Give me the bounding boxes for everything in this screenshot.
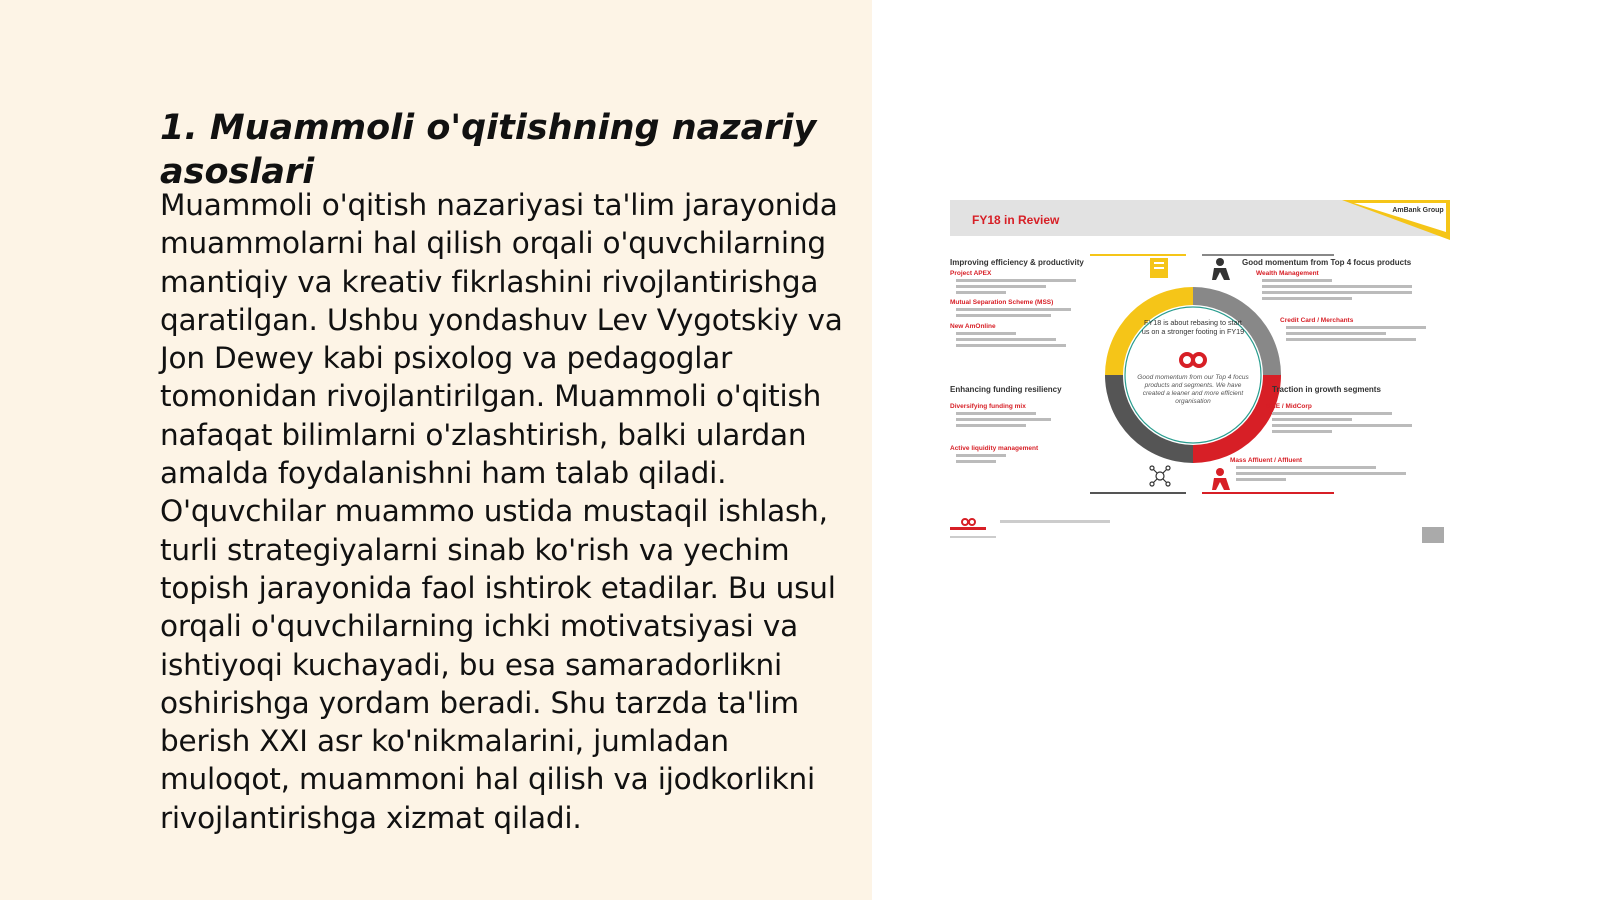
svg-text:Wealth Management: Wealth Management xyxy=(1256,270,1319,277)
svg-text:Project APEX: Project APEX xyxy=(950,270,992,277)
ambank-logo xyxy=(950,519,986,530)
brand-label: AmBank Group xyxy=(1392,207,1444,214)
svg-text:Mass Affluent / Affluent: Mass Affluent / Affluent xyxy=(1230,457,1303,464)
slide-title: 1. Muammoli o'qitishning nazariy asoslari xyxy=(160,108,817,192)
slide-body-text: Muammoli o'qitish nazariyasi ta'lim jarayonida muammolarni hal qilish orqali o'quvchilarning mantiqiy va kreativ fikrlashini rivojlantirishga qaratilgan. Ushbu yondashuv Lev Vygotskiy va Jon Dewey kabi psixolog va pedagoglar tomonidan rivojlantirilgan. Muammoli o'qitish nafaqat bilimlarni o'zlashtirish, balki ulardan amalda foydalanishni ham talab qiladi. O'quvchilar muammo ustida mustaqil ishlash, turli strategiyalarni sinab ko'rish va yechim topish jarayonida faol ishtirok etadilar. Bu usul orqali o'quvchilarning ichki motivatsiyasi va ishtiyoqi kuchayadi, bu esa samaradorlikni oshirishga yordam beradi. Shu tarzda ta'lim berish XXI asr ko'nikmalarini, jumladan muloqot, muammoni hal qilish va ijodkorlikni rivojlantirishga xizmat qiladi. xyxy=(160,188,843,835)
document-icon xyxy=(1150,258,1168,278)
quadrant-heading-growth: Traction in growth segments xyxy=(1272,385,1381,394)
quadrant-heading-momentum: Good momentum from Top 4 focus products xyxy=(1242,258,1412,267)
svg-text:Credit Card / Merchants: Credit Card / Merchants xyxy=(1280,317,1354,324)
center-top-text: FY18 is about rebasing to start us on a stronger footing in FY19 xyxy=(1141,318,1245,336)
quadrant-heading-efficiency: Improving efficiency & productivity xyxy=(950,258,1084,267)
center-bottom-text: Good momentum from our Top 4 focus products and segments. We have created a leaner and more efficient organisation xyxy=(1137,374,1249,405)
page-number-box xyxy=(1422,527,1444,543)
worker-icon xyxy=(1212,468,1230,490)
svg-text:Active liquidity management: Active liquidity management xyxy=(950,445,1039,452)
svg-text:Diversifying funding mix: Diversifying funding mix xyxy=(950,403,1026,410)
quadrant-heading-funding: Enhancing funding resiliency xyxy=(950,385,1062,394)
thumb-header-title: FY18 in Review xyxy=(972,213,1060,227)
svg-text:SME / MidCorp: SME / MidCorp xyxy=(1266,403,1312,410)
svg-text:Mutual Separation Scheme (MSS): Mutual Separation Scheme (MSS) xyxy=(950,299,1054,306)
fy18-review-slide-image xyxy=(950,200,1450,550)
svg-text:New AmOnline: New AmOnline xyxy=(950,323,996,330)
network-icon xyxy=(1150,466,1170,486)
worker-icon xyxy=(1212,258,1230,280)
